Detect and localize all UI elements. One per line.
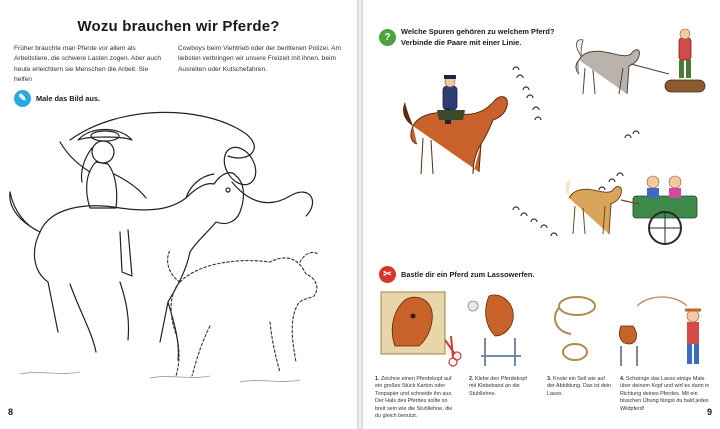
paintbrush-icon: ✎ xyxy=(14,90,31,107)
page-number-right: 9 xyxy=(706,407,712,417)
hoofprint-task-line2: Verbinde die Paare mit einer Linie. xyxy=(401,38,522,47)
intro-text-col2: Cowboys beim Viehtrieb oder der berittenen Polizei. Am liebsten verbringen wir unsere Freizeit mit ihnen, beim Ausreiten oder Kutschefahren. xyxy=(178,45,341,73)
page-number-left: 8 xyxy=(8,407,14,417)
coloring-illustration xyxy=(0,112,357,402)
scissors-icon: ✂ xyxy=(379,266,396,283)
question-icon: ? xyxy=(379,29,396,46)
hoofprint-trails xyxy=(513,60,643,250)
craft-task xyxy=(379,266,534,283)
coloring-task-label: Male das Bild aus. xyxy=(36,94,101,103)
page-title: Wozu brauchen wir Pferde? xyxy=(77,18,280,35)
craft-task-label: Bastle dir ein Pferd zum Lassowerfen. xyxy=(401,270,535,279)
craft-step-2: 2. Klebe den Pferdekopf mit Klebeband an die Stuhllehne. xyxy=(469,376,527,397)
coloring-task xyxy=(14,90,100,107)
craft-step-1: 1. Zeichne einen Pferdekopf auf ein großes Stück Karton oder Tonpapier und schneide ihn aus. Der Hals des Pferdes sollte so breit sein wie die Stuhllehne, die du gleich benutzt. xyxy=(375,376,453,420)
intro-text-col1: Früher brauchte man Pferde vor allem als Arbeitstiere, die schwere Lasten zogen. Aber auch heute erleichtern sie Menschen die Arbeit. Sie helfen xyxy=(14,45,161,84)
police-horse-illustration xyxy=(403,80,513,180)
hoofprint-task xyxy=(379,26,554,48)
right-page xyxy=(363,0,720,429)
craft-step-3: 3. Knote ein Seil wie auf der Abbildung. Das ist dein Lasso. xyxy=(547,376,612,397)
left-page xyxy=(0,0,357,429)
craft-step-illustrations xyxy=(375,286,715,372)
hoofprint-task-line1: Welche Spuren gehören zu welchem Pferd? xyxy=(401,27,555,36)
craft-step-4: 4. Schwinge das Lasso einige Male über deinem Kopf und wirf es dann in Richtung deines Pferdes. Mit ein bisschen Übung fängst du bald jedes Wildpferd! xyxy=(620,376,710,412)
